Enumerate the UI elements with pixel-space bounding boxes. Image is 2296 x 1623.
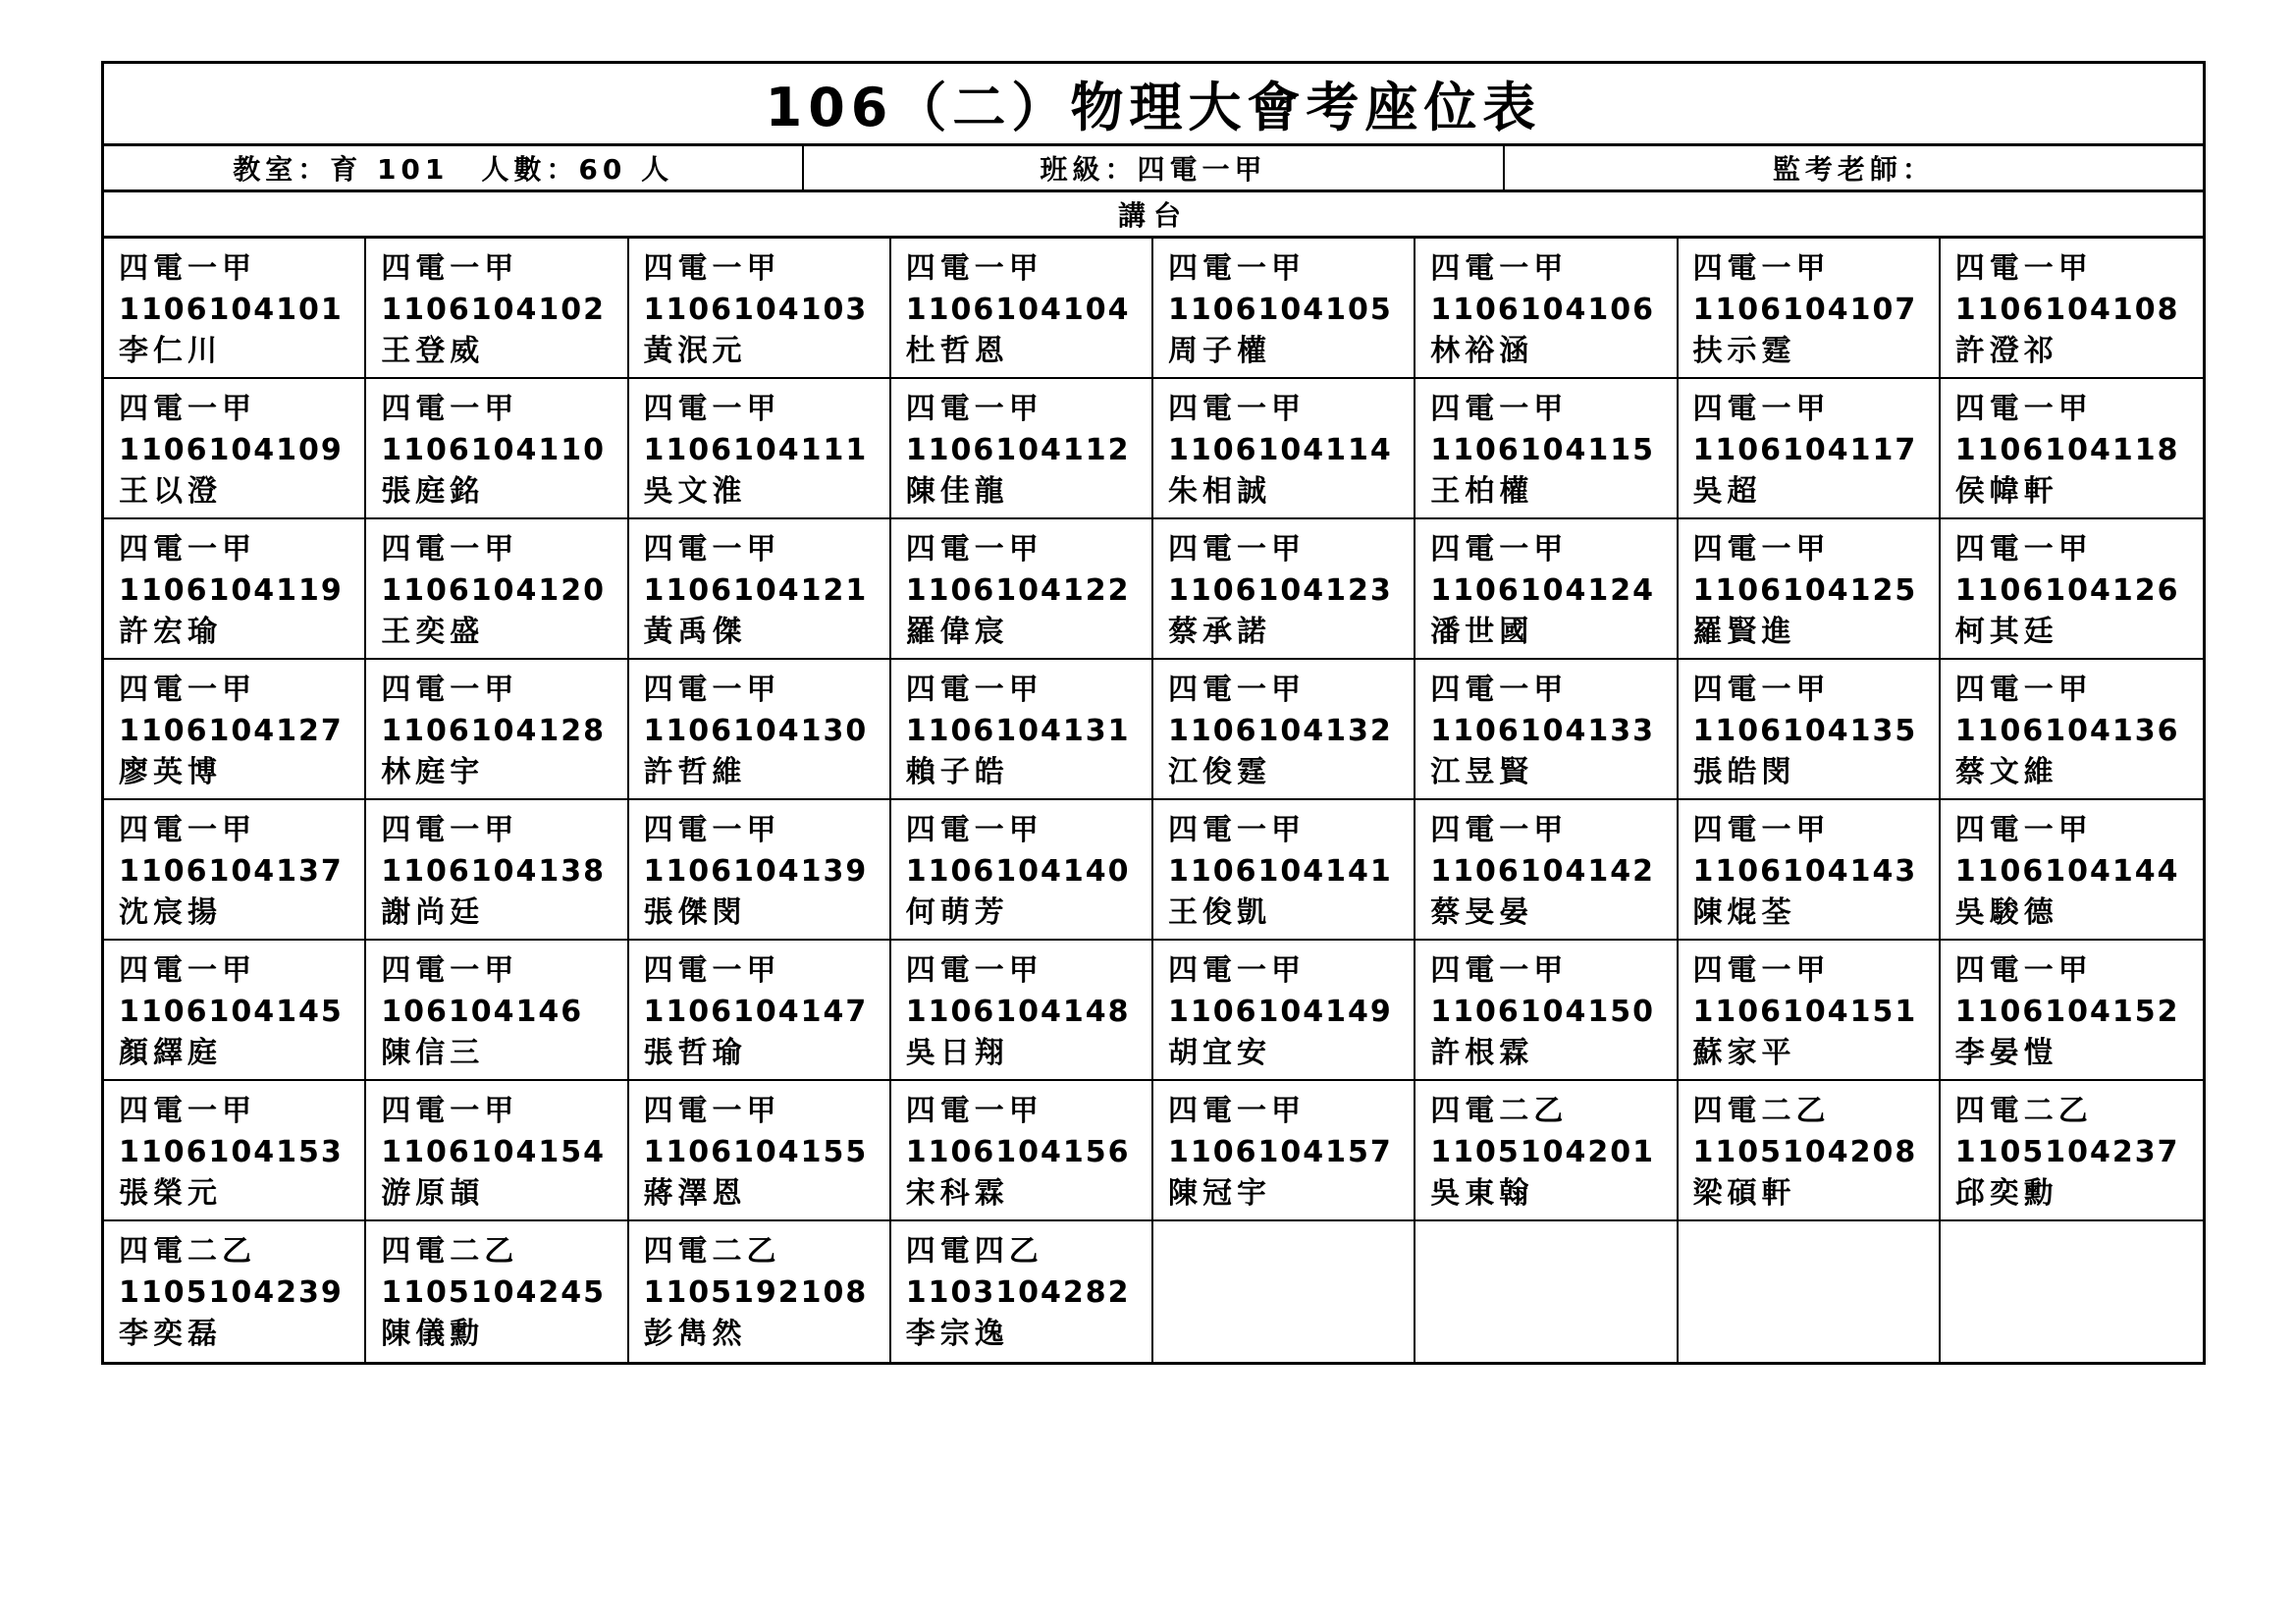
seat-student-id: 1106104118: [1954, 433, 2180, 467]
seat-student-name: 吳超: [1692, 474, 1762, 509]
seat-student-name: [1430, 1314, 1676, 1355]
seat-student-id: 1106104103: [643, 293, 869, 327]
seat-class: 四電一甲: [1692, 673, 1831, 707]
seat-student-id: 1106104117: [1692, 433, 1918, 467]
seat-cell: [366, 519, 628, 660]
seat-student-name: 蔡文維: [1954, 755, 2058, 789]
seat-student-id: 1106104125: [1692, 573, 1918, 608]
seat-student-id: 1106104112: [905, 433, 1131, 467]
seat-cell: [366, 941, 628, 1081]
seat-student-id: 1106104114: [1168, 433, 1393, 467]
seat-student-name: [1693, 1314, 1939, 1355]
seat-student-name: 陳冠宇: [1168, 1176, 1271, 1211]
seat-class: 四電二乙: [1954, 1094, 2093, 1128]
seat-class: 四電一甲: [643, 392, 781, 426]
seat-student-name: 彭雋然: [643, 1317, 747, 1351]
seat-class: 四電一甲: [1430, 673, 1569, 707]
seat-student-id: [1430, 1272, 1676, 1314]
seat-class: 四電一甲: [905, 813, 1043, 847]
seat-student-name: 柯其廷: [1954, 615, 2058, 649]
seat-cell: [104, 1081, 366, 1221]
seat-class: 四電一甲: [643, 251, 781, 286]
seat-cell: [629, 941, 891, 1081]
seat-student-name: 宋科霖: [905, 1176, 1009, 1211]
seat-cell: [1679, 941, 1941, 1081]
seat-cell: [629, 1081, 891, 1221]
seat-student-name: 張庭銘: [381, 474, 485, 509]
seat-cell: [366, 239, 628, 379]
seat-student-name: 江俊霆: [1168, 755, 1271, 789]
seat-class: 四電一甲: [119, 813, 256, 847]
seat-student-id: 1105104245: [381, 1275, 606, 1310]
seat-student-id: 1106104155: [643, 1135, 869, 1169]
seat-student-name: 王以澄: [119, 474, 222, 509]
seat-student-id: 1106104122: [905, 573, 1131, 608]
seat-student-id: 1105104237: [1954, 1135, 2180, 1169]
seat-student-id: 1105104239: [119, 1275, 344, 1310]
seat-student-id: 1106104139: [643, 854, 869, 889]
seat-cell: [1153, 941, 1415, 1081]
seat-student-id: 1106104133: [1430, 714, 1655, 748]
seat-class: 四電一甲: [643, 1094, 781, 1128]
seat-class: 四電一甲: [1954, 673, 2093, 707]
seat-student-id: 1106104144: [1954, 854, 2180, 889]
seat-student-id: 1105104201: [1430, 1135, 1655, 1169]
seat-cell: [891, 660, 1153, 800]
seat-class: 四電二乙: [381, 1234, 519, 1269]
seat-class: 四電一甲: [905, 953, 1043, 988]
seat-student-name: 廖英博: [119, 755, 222, 789]
seat-class: 四電一甲: [643, 813, 781, 847]
seat-cell: [891, 519, 1153, 660]
seat-student-name: 沈宸揚: [119, 895, 222, 930]
seat-student-name: 陳焜荃: [1692, 895, 1796, 930]
seat-student-name: 黃泯元: [643, 334, 747, 368]
seat-student-name: 張傑閔: [643, 895, 747, 930]
seat-class: 四電一甲: [905, 251, 1043, 286]
seat-class: 四電一甲: [119, 953, 256, 988]
seat-cell: [366, 1081, 628, 1221]
seat-student-name: 扶示霆: [1692, 334, 1796, 368]
seat-class: [1430, 1231, 1676, 1272]
seat-student-name: 李仁川: [119, 334, 222, 368]
seat-cell: [891, 379, 1153, 519]
seat-cell: [1415, 800, 1678, 941]
seat-student-id: 1106104157: [1168, 1135, 1393, 1169]
seat-class: 四電一甲: [643, 532, 781, 567]
seat-class: 四電四乙: [905, 1234, 1043, 1269]
seat-cell: [629, 239, 891, 379]
seat-student-id: 1106104132: [1168, 714, 1393, 748]
seat-cell: [1941, 800, 2203, 941]
seat-student-id: 1106104156: [905, 1135, 1131, 1169]
seat-student-id: 1106104101: [119, 293, 344, 327]
room-info: 教室：育 101 人數：60 人: [233, 153, 674, 186]
seat-student-name: 王登威: [381, 334, 485, 368]
seat-class: 四電二乙: [119, 1234, 256, 1269]
seat-student-id: 1106104130: [643, 714, 869, 748]
seat-cell: [629, 1221, 891, 1362]
info-row: [104, 146, 2203, 192]
seat-student-name: 邱奕勳: [1954, 1176, 2058, 1211]
seat-class: 四電一甲: [905, 673, 1043, 707]
seat-student-name: 蘇家平: [1692, 1036, 1796, 1070]
seat-student-name: 陳佳龍: [905, 474, 1009, 509]
seat-student-id: 1106104145: [119, 995, 344, 1029]
seat-student-name: 羅賢進: [1692, 615, 1796, 649]
seat-student-name: 許宏瑜: [119, 615, 222, 649]
seat-class: 四電一甲: [643, 673, 781, 707]
seat-student-name: 王俊凱: [1168, 895, 1271, 930]
seat-cell: [629, 800, 891, 941]
seat-class: 四電一甲: [1692, 953, 1831, 988]
seat-student-id: 1106104108: [1954, 293, 2180, 327]
seat-student-name: 吳文淮: [643, 474, 747, 509]
seat-student-name: [1168, 1314, 1414, 1355]
seat-cell: [1679, 800, 1941, 941]
seat-class: 四電一甲: [1168, 1094, 1306, 1128]
seat-student-id: 1106104143: [1692, 854, 1918, 889]
seat-student-name: 蔡旻晏: [1430, 895, 1534, 930]
seat-class: 四電一甲: [119, 251, 256, 286]
seat-student-name: 陳儀勳: [381, 1317, 485, 1351]
seat-class: 四電一甲: [905, 532, 1043, 567]
seat-student-id: 1106104140: [905, 854, 1131, 889]
seat-student-id: 1106104141: [1168, 854, 1393, 889]
seat-student-id: 106104146: [381, 995, 584, 1029]
seat-student-name: 謝尚廷: [381, 895, 485, 930]
seat-class: 四電一甲: [1692, 532, 1831, 567]
seat-cell: [1153, 379, 1415, 519]
seat-cell: [104, 1221, 366, 1362]
seat-student-name: 吳日翔: [905, 1036, 1009, 1070]
seat-student-id: 1106104109: [119, 433, 344, 467]
seat-cell: [1679, 1221, 1941, 1362]
seat-cell: [366, 379, 628, 519]
seat-student-id: 1106104138: [381, 854, 606, 889]
seat-class: 四電一甲: [381, 1094, 519, 1128]
seat-student-id: 1106104123: [1168, 573, 1393, 608]
seat-class: 四電一甲: [119, 532, 256, 567]
seat-student-name: 梁碩軒: [1692, 1176, 1796, 1211]
seat-cell: [891, 1221, 1153, 1362]
seat-student-name: 陳信三: [381, 1036, 485, 1070]
podium-label: 講台: [104, 192, 2203, 239]
seat-cell: [1941, 239, 2203, 379]
seat-student-id: 1106104131: [905, 714, 1131, 748]
seat-student-id: 1106104126: [1954, 573, 2180, 608]
seat-class: 四電一甲: [1692, 251, 1831, 286]
seat-cell: [1153, 1221, 1415, 1362]
seat-student-id: 1106104106: [1430, 293, 1655, 327]
seat-cell: [1941, 1221, 2203, 1362]
seat-cell: [1941, 660, 2203, 800]
seat-student-id: 1106104120: [381, 573, 606, 608]
seat-cell: [891, 1081, 1153, 1221]
seat-class: 四電一甲: [1954, 392, 2093, 426]
seat-student-name: 李奕磊: [119, 1317, 222, 1351]
seat-class: 四電一甲: [1168, 392, 1306, 426]
seat-student-name: 吳駿德: [1954, 895, 2058, 930]
seat-class: 四電一甲: [643, 953, 781, 988]
seat-cell: [104, 941, 366, 1081]
seat-class: 四電一甲: [1430, 251, 1569, 286]
seat-student-name: 周子權: [1168, 334, 1271, 368]
seat-cell: [1679, 379, 1941, 519]
seat-cell: [629, 519, 891, 660]
seat-class: 四電一甲: [1430, 392, 1569, 426]
seat-student-id: 1105104208: [1692, 1135, 1918, 1169]
seat-class: 四電一甲: [1430, 953, 1569, 988]
seat-student-id: 1106104151: [1692, 995, 1918, 1029]
seat-student-id: 1106104152: [1954, 995, 2180, 1029]
seat-cell: [1153, 660, 1415, 800]
seat-class: 四電一甲: [1168, 953, 1306, 988]
seat-cell: [1153, 519, 1415, 660]
seat-student-id: 1106104119: [119, 573, 344, 608]
seat-student-name: 許哲維: [643, 755, 747, 789]
seat-class: 四電一甲: [1430, 532, 1569, 567]
seat-cell: [1679, 519, 1941, 660]
seat-student-name: 顏繹庭: [119, 1036, 222, 1070]
seat-cell: [1415, 1221, 1678, 1362]
seat-grid: [104, 239, 2203, 1362]
seat-cell: [1153, 1081, 1415, 1221]
seat-student-id: 1106104150: [1430, 995, 1655, 1029]
seat-class: 四電一甲: [1954, 813, 2093, 847]
seat-student-name: 黃禹傑: [643, 615, 747, 649]
seat-cell: [1941, 379, 2203, 519]
seat-class: 四電一甲: [905, 392, 1043, 426]
class-info: 班級：四電一甲: [802, 146, 1502, 189]
seat-student-name: 何萌芳: [905, 895, 1009, 930]
seat-class: 四電一甲: [1692, 813, 1831, 847]
seat-class: 四電一甲: [1954, 532, 2093, 567]
seat-student-name: 李宗逸: [905, 1317, 1009, 1351]
seat-student-name: 張榮元: [119, 1176, 222, 1211]
seat-student-id: 1106104121: [643, 573, 869, 608]
seat-student-id: [1955, 1272, 2203, 1314]
seat-class: [1693, 1231, 1939, 1272]
seat-student-name: 張哲瑜: [643, 1036, 747, 1070]
seat-cell: [1415, 379, 1678, 519]
seat-student-id: 1106104154: [381, 1135, 606, 1169]
seat-cell: [1415, 941, 1678, 1081]
seat-class: 四電一甲: [381, 953, 519, 988]
seat-class: 四電一甲: [1954, 953, 2093, 988]
seat-cell: [1153, 239, 1415, 379]
seat-class: 四電一甲: [1692, 392, 1831, 426]
seat-cell: [104, 519, 366, 660]
seat-class: 四電一甲: [1954, 251, 2093, 286]
seat-student-name: 李晏愷: [1954, 1036, 2058, 1070]
seat-class: 四電一甲: [381, 813, 519, 847]
seating-chart: [101, 61, 2206, 1365]
page-title: 106（二）物理大會考座位表: [104, 64, 2203, 146]
seat-class: [1955, 1231, 2203, 1272]
seat-student-name: 潘世國: [1430, 615, 1534, 649]
seat-student-name: 許根霖: [1430, 1036, 1534, 1070]
seat-student-id: 1106104149: [1168, 995, 1393, 1029]
seat-student-id: 1106104110: [381, 433, 606, 467]
seat-student-name: 許澄祁: [1954, 334, 2058, 368]
seat-student-id: [1693, 1272, 1939, 1314]
seat-cell: [366, 660, 628, 800]
seat-cell: [629, 379, 891, 519]
seat-student-id: 1106104115: [1430, 433, 1655, 467]
seat-class: 四電一甲: [119, 673, 256, 707]
seat-student-id: 1106104128: [381, 714, 606, 748]
seat-class: 四電一甲: [1168, 532, 1306, 567]
seat-student-id: 1106104136: [1954, 714, 2180, 748]
seat-student-name: 侯幃軒: [1954, 474, 2058, 509]
seat-class: 四電二乙: [1692, 1094, 1831, 1128]
proctor-info: 監考老師：: [1503, 146, 2203, 189]
seat-student-name: 朱相誠: [1168, 474, 1271, 509]
seat-student-name: [1955, 1314, 2203, 1355]
seat-student-id: [1168, 1272, 1414, 1314]
seat-cell: [1679, 1081, 1941, 1221]
seat-student-name: 林庭宇: [381, 755, 485, 789]
seat-cell: [104, 660, 366, 800]
seat-cell: [366, 1221, 628, 1362]
seat-class: 四電一甲: [1430, 813, 1569, 847]
seat-student-id: 1106104135: [1692, 714, 1918, 748]
seat-class: 四電一甲: [381, 532, 519, 567]
seat-class: 四電一甲: [381, 673, 519, 707]
seat-cell: [104, 239, 366, 379]
seat-student-name: 游原頡: [381, 1176, 485, 1211]
seat-cell: [1941, 941, 2203, 1081]
seat-class: 四電一甲: [1168, 251, 1306, 286]
seat-class: 四電一甲: [905, 1094, 1043, 1128]
seat-student-id: 1106104124: [1430, 573, 1655, 608]
seat-cell: [1941, 519, 2203, 660]
seat-student-id: 1106104102: [381, 293, 606, 327]
seat-student-name: 林裕涵: [1430, 334, 1534, 368]
seat-student-id: 1106104127: [119, 714, 344, 748]
seat-cell: [1153, 800, 1415, 941]
seat-cell: [1415, 660, 1678, 800]
seat-student-id: 1106104107: [1692, 293, 1918, 327]
seat-student-id: 1106104148: [905, 995, 1131, 1029]
seat-student-name: 杜哲恩: [905, 334, 1009, 368]
seat-class: 四電一甲: [1168, 673, 1306, 707]
seat-cell: [1415, 239, 1678, 379]
seat-cell: [1941, 1081, 2203, 1221]
seat-cell: [891, 800, 1153, 941]
seat-student-name: 胡宜安: [1168, 1036, 1271, 1070]
seat-class: [1168, 1231, 1414, 1272]
seat-cell: [1415, 519, 1678, 660]
seat-class: 四電一甲: [1168, 813, 1306, 847]
seat-student-id: 1106104153: [119, 1135, 344, 1169]
seat-class: 四電一甲: [119, 392, 256, 426]
seat-student-id: 1106104142: [1430, 854, 1655, 889]
seat-cell: [104, 379, 366, 519]
seat-student-id: 1106104137: [119, 854, 344, 889]
seat-student-id: 1105192108: [643, 1275, 869, 1310]
seat-student-name: 蔡承諾: [1168, 615, 1271, 649]
seat-cell: [1679, 239, 1941, 379]
seat-student-id: 1106104111: [643, 433, 869, 467]
seat-student-name: 蔣澤恩: [643, 1176, 747, 1211]
seat-student-name: 羅偉宸: [905, 615, 1009, 649]
seat-class: 四電一甲: [381, 251, 519, 286]
seat-student-name: 王柏權: [1430, 474, 1534, 509]
seat-cell: [629, 660, 891, 800]
seat-class: 四電二乙: [643, 1234, 781, 1269]
seat-cell: [891, 941, 1153, 1081]
seat-student-name: 賴子皓: [905, 755, 1009, 789]
seat-student-name: 張皓閔: [1692, 755, 1796, 789]
seat-cell: [366, 800, 628, 941]
seat-class: 四電二乙: [1430, 1094, 1569, 1128]
seat-student-name: 王奕盛: [381, 615, 485, 649]
seat-student-name: 江昱賢: [1430, 755, 1534, 789]
seat-cell: [104, 800, 366, 941]
seat-cell: [1415, 1081, 1678, 1221]
seat-student-name: 吳東翰: [1430, 1176, 1534, 1211]
seat-class: 四電一甲: [119, 1094, 256, 1128]
seat-student-id: 1106104105: [1168, 293, 1393, 327]
seat-cell: [891, 239, 1153, 379]
seat-student-id: 1106104147: [643, 995, 869, 1029]
seat-student-id: 1106104104: [905, 293, 1131, 327]
seat-class: 四電一甲: [381, 392, 519, 426]
seat-student-id: 1103104282: [905, 1275, 1131, 1310]
seat-cell: [1679, 660, 1941, 800]
